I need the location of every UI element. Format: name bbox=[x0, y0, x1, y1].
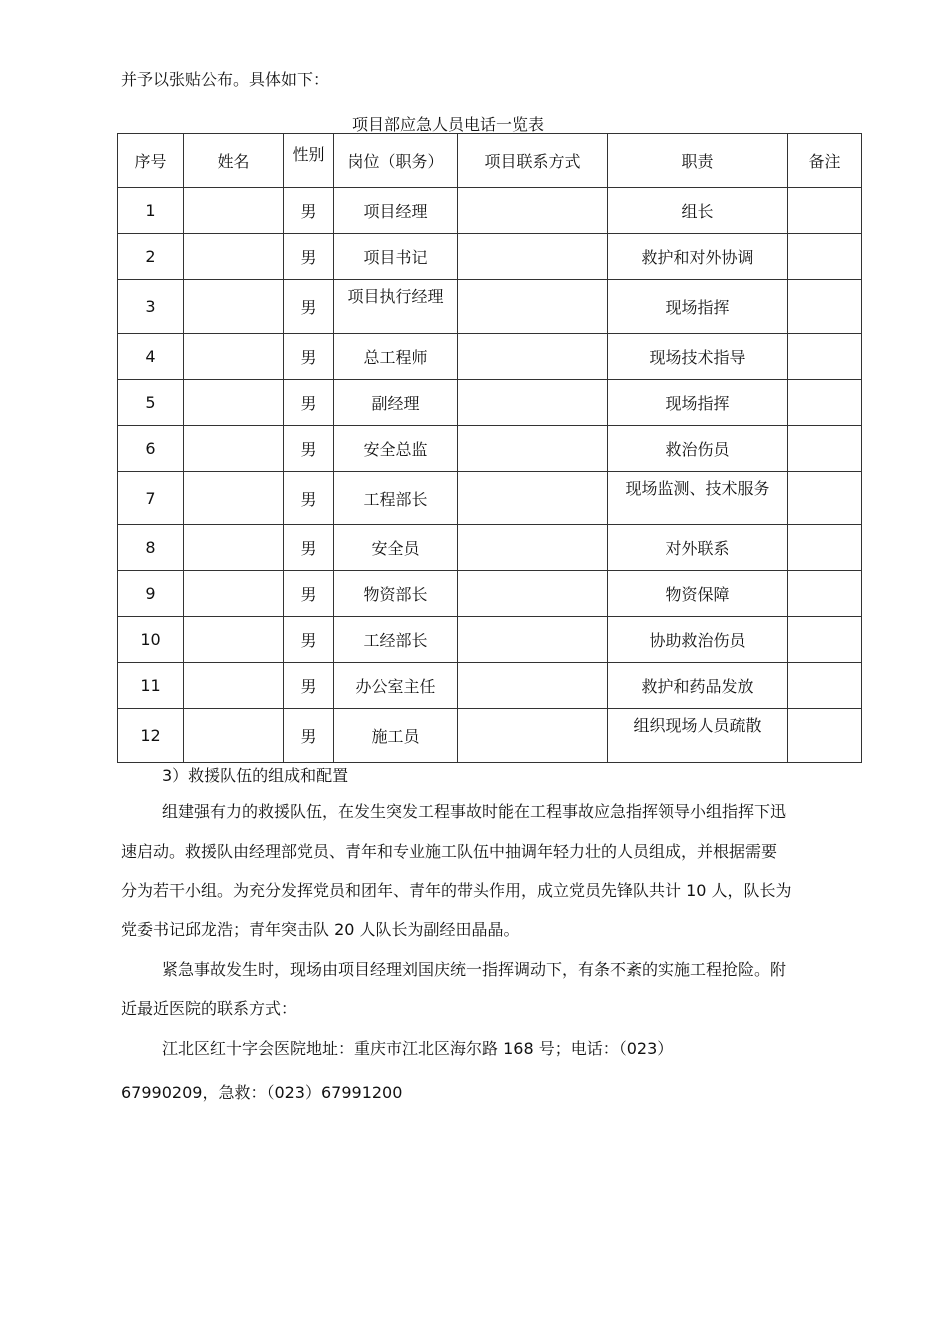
cell-post: 副经理 bbox=[334, 380, 458, 426]
cell-name bbox=[184, 280, 284, 334]
table-row bbox=[118, 380, 862, 426]
para2-line2: 近最近医院的联系方式： bbox=[121, 999, 298, 1018]
cell-post: 项目执行经理 bbox=[334, 280, 458, 334]
cell-note bbox=[788, 380, 862, 426]
cell-duty: 协助救治伤员 bbox=[608, 617, 788, 663]
header-contact: 项目联系方式 bbox=[458, 134, 608, 188]
cell-post: 物资部长 bbox=[334, 571, 458, 617]
cell-no: 7 bbox=[118, 472, 184, 525]
table-row bbox=[118, 617, 862, 663]
cell-name bbox=[184, 663, 284, 709]
cell-name bbox=[184, 571, 284, 617]
cell-contact bbox=[458, 617, 608, 663]
cell-note bbox=[788, 571, 862, 617]
cell-post: 安全员 bbox=[334, 525, 458, 571]
cell-contact bbox=[458, 234, 608, 280]
cell-no: 2 bbox=[118, 234, 184, 280]
table-row bbox=[118, 525, 862, 571]
para1-line2: 速启动。救援队由经理部党员、青年和专业施工队伍中抽调年轻力壮的人员组成，并根据需要 bbox=[121, 842, 778, 861]
cell-gender: 男 bbox=[284, 280, 334, 334]
cell-no: 1 bbox=[118, 188, 184, 234]
table-caption: 项目部应急人员电话一览表 bbox=[352, 115, 545, 134]
cell-post: 工经部长 bbox=[334, 617, 458, 663]
para2-line1: 紧急事故发生时，现场由项目经理刘国庆统一指挥调动下，有条不紊的实施工程抢险。附 bbox=[162, 960, 787, 979]
cell-name bbox=[184, 525, 284, 571]
para1-line3: 分为若干小组。为充分发挥党员和团年、青年的带头作用，成立党员先锋队共计 10 人，队长为 bbox=[121, 881, 792, 900]
cell-duty: 救护和药品发放 bbox=[608, 663, 788, 709]
cell-name bbox=[184, 380, 284, 426]
table-row bbox=[118, 188, 862, 234]
cell-name bbox=[184, 188, 284, 234]
cell-gender: 男 bbox=[284, 234, 334, 280]
cell-duty: 组长 bbox=[608, 188, 788, 234]
cell-duty: 现场技术指导 bbox=[608, 334, 788, 380]
table-row bbox=[118, 709, 862, 763]
cell-post: 办公室主任 bbox=[334, 663, 458, 709]
cell-gender: 男 bbox=[284, 709, 334, 763]
cell-gender: 男 bbox=[284, 525, 334, 571]
table-row bbox=[118, 472, 862, 525]
table-row bbox=[118, 571, 862, 617]
cell-duty: 对外联系 bbox=[608, 525, 788, 571]
cell-duty: 物资保障 bbox=[608, 571, 788, 617]
para1-line4: 党委书记邱龙浩；青年突击队 20 人队长为副经田晶晶。 bbox=[121, 920, 520, 939]
header-no: 序号 bbox=[118, 134, 184, 188]
table-header-row bbox=[118, 134, 862, 188]
cell-contact bbox=[458, 472, 608, 525]
cell-contact bbox=[458, 334, 608, 380]
cell-contact bbox=[458, 380, 608, 426]
cell-post: 工程部长 bbox=[334, 472, 458, 525]
cell-contact bbox=[458, 188, 608, 234]
cell-note bbox=[788, 663, 862, 709]
cell-no: 9 bbox=[118, 571, 184, 617]
table-row bbox=[118, 663, 862, 709]
hospital-address: 江北区红十字会医院地址：重庆市江北区海尔路 168 号；电话：（023） bbox=[162, 1039, 674, 1058]
cell-gender: 男 bbox=[284, 380, 334, 426]
cell-contact bbox=[458, 525, 608, 571]
emergency-contact-table bbox=[117, 133, 862, 763]
cell-contact bbox=[458, 709, 608, 763]
cell-note bbox=[788, 426, 862, 472]
cell-no: 12 bbox=[118, 709, 184, 763]
cell-no: 11 bbox=[118, 663, 184, 709]
cell-gender: 男 bbox=[284, 426, 334, 472]
cell-duty: 现场指挥 bbox=[608, 380, 788, 426]
cell-no: 3 bbox=[118, 280, 184, 334]
cell-note bbox=[788, 188, 862, 234]
cell-post: 施工员 bbox=[334, 709, 458, 763]
cell-note bbox=[788, 709, 862, 763]
para1-line1: 组建强有力的救援队伍，在发生突发工程事故时能在工程事故应急指挥领导小组指挥下迅 bbox=[162, 802, 787, 821]
header-name: 姓名 bbox=[184, 134, 284, 188]
cell-no: 8 bbox=[118, 525, 184, 571]
cell-gender: 男 bbox=[284, 472, 334, 525]
cell-no: 6 bbox=[118, 426, 184, 472]
cell-gender: 男 bbox=[284, 571, 334, 617]
cell-post: 安全总监 bbox=[334, 426, 458, 472]
cell-note bbox=[788, 617, 862, 663]
header-note: 备注 bbox=[788, 134, 862, 188]
cell-name bbox=[184, 709, 284, 763]
cell-duty: 救护和对外协调 bbox=[608, 234, 788, 280]
cell-no: 4 bbox=[118, 334, 184, 380]
cell-gender: 男 bbox=[284, 663, 334, 709]
cell-duty: 救治伤员 bbox=[608, 426, 788, 472]
cell-name bbox=[184, 234, 284, 280]
cell-note bbox=[788, 234, 862, 280]
cell-post: 总工程师 bbox=[334, 334, 458, 380]
hospital-phone: 67990209，急救：（023）67991200 bbox=[121, 1083, 403, 1102]
cell-contact bbox=[458, 280, 608, 334]
table-row bbox=[118, 426, 862, 472]
cell-name bbox=[184, 472, 284, 525]
table-row bbox=[118, 280, 862, 334]
cell-post: 项目书记 bbox=[334, 234, 458, 280]
cell-gender: 男 bbox=[284, 617, 334, 663]
cell-gender: 男 bbox=[284, 188, 334, 234]
cell-note bbox=[788, 525, 862, 571]
cell-post: 项目经理 bbox=[334, 188, 458, 234]
cell-gender: 男 bbox=[284, 334, 334, 380]
cell-duty: 组织现场人员疏散 bbox=[608, 709, 788, 763]
cell-note bbox=[788, 280, 862, 334]
cell-contact bbox=[458, 426, 608, 472]
cell-no: 5 bbox=[118, 380, 184, 426]
cell-no: 10 bbox=[118, 617, 184, 663]
cell-contact bbox=[458, 663, 608, 709]
cell-note bbox=[788, 472, 862, 525]
cell-name bbox=[184, 334, 284, 380]
header-post: 岗位（职务） bbox=[334, 134, 458, 188]
header-duty: 职责 bbox=[608, 134, 788, 188]
header-gender: 性别 bbox=[284, 134, 334, 188]
cell-contact bbox=[458, 571, 608, 617]
cell-name bbox=[184, 426, 284, 472]
section-3-heading: 3）救援队伍的组成和配置 bbox=[162, 766, 349, 785]
intro-text: 并予以张贴公布。具体如下： bbox=[121, 70, 330, 89]
cell-name bbox=[184, 617, 284, 663]
cell-duty: 现场指挥 bbox=[608, 280, 788, 334]
cell-note bbox=[788, 334, 862, 380]
table-row bbox=[118, 334, 862, 380]
table-row bbox=[118, 234, 862, 280]
cell-duty: 现场监测、技术服务 bbox=[608, 472, 788, 525]
